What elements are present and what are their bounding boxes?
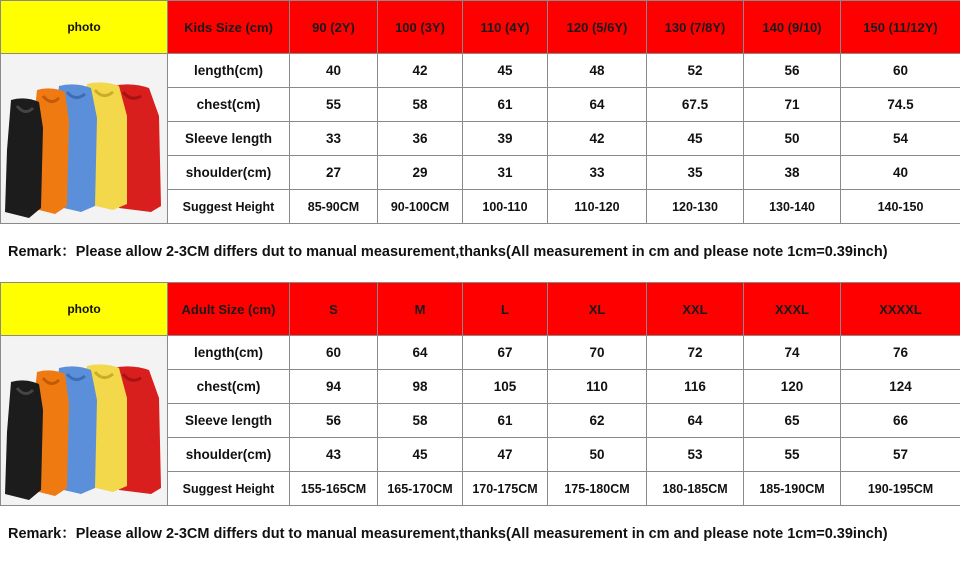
table-cell: 45 — [463, 54, 548, 88]
table-cell: 60 — [841, 54, 960, 88]
row-label: shoulder(cm) — [168, 156, 290, 190]
table-cell: 124 — [841, 370, 960, 404]
table-cell: 33 — [548, 156, 647, 190]
table-cell: 105 — [463, 370, 548, 404]
table-cell: 50 — [744, 122, 841, 156]
table-cell: 165-170CM — [378, 472, 463, 506]
table-cell: 38 — [744, 156, 841, 190]
size-column-header: M — [378, 283, 463, 336]
table-cell: 64 — [647, 404, 744, 438]
product-photo — [1, 336, 168, 506]
size-header: Kids Size (cm) — [168, 1, 290, 54]
table-cell: 74.5 — [841, 88, 960, 122]
table-cell: 62 — [548, 404, 647, 438]
table-cell: 65 — [744, 404, 841, 438]
table-cell: 85-90CM — [290, 190, 378, 224]
table-cell: 40 — [290, 54, 378, 88]
size-column-header: 130 (7/8Y) — [647, 1, 744, 54]
table-cell: 64 — [378, 336, 463, 370]
photo-label: photo — [1, 1, 168, 54]
table-cell: 52 — [647, 54, 744, 88]
size-column-header: XXXL — [744, 283, 841, 336]
table-cell: 27 — [290, 156, 378, 190]
table-cell: 48 — [548, 54, 647, 88]
table-cell: 110-120 — [548, 190, 647, 224]
table-cell: 55 — [744, 438, 841, 472]
table-cell: 58 — [378, 88, 463, 122]
table-cell: 33 — [290, 122, 378, 156]
table-cell: 67 — [463, 336, 548, 370]
table-cell: 40 — [841, 156, 960, 190]
size-column-header: 120 (5/6Y) — [548, 1, 647, 54]
row-label: Sleeve length — [168, 404, 290, 438]
table-cell: 67.5 — [647, 88, 744, 122]
table-row — [1, 54, 960, 88]
table-cell: 31 — [463, 156, 548, 190]
table-cell: 42 — [378, 54, 463, 88]
table-cell: 47 — [463, 438, 548, 472]
table-cell: 61 — [463, 404, 548, 438]
table-cell: 56 — [290, 404, 378, 438]
size-header: Adult Size (cm) — [168, 283, 290, 336]
table-cell: 170-175CM — [463, 472, 548, 506]
table-cell: 76 — [841, 336, 960, 370]
table-cell: 94 — [290, 370, 378, 404]
table-cell: 42 — [548, 122, 647, 156]
size-column-header: 100 (3Y) — [378, 1, 463, 54]
table-cell: 45 — [378, 438, 463, 472]
table-cell: 58 — [378, 404, 463, 438]
table-cell: 35 — [647, 156, 744, 190]
size-column-header: S — [290, 283, 378, 336]
table-cell: 175-180CM — [548, 472, 647, 506]
row-label: chest(cm) — [168, 88, 290, 122]
table-cell: 155-165CM — [290, 472, 378, 506]
photo-label: photo — [1, 283, 168, 336]
table-cell: 29 — [378, 156, 463, 190]
adult-size-table — [0, 282, 960, 506]
table-cell: 66 — [841, 404, 960, 438]
table-cell: 54 — [841, 122, 960, 156]
size-column-header: L — [463, 283, 548, 336]
size-column-header: XXXXL — [841, 283, 960, 336]
row-label: Suggest Height — [168, 472, 290, 506]
hoodies-photo — [1, 338, 165, 504]
table-cell: 60 — [290, 336, 378, 370]
table-cell: 72 — [647, 336, 744, 370]
adult-header-row — [1, 283, 960, 336]
table-cell: 43 — [290, 438, 378, 472]
table-cell: 36 — [378, 122, 463, 156]
table-row — [1, 336, 960, 370]
table-cell: 120 — [744, 370, 841, 404]
table-cell: 140-150 — [841, 190, 960, 224]
table-cell: 56 — [744, 54, 841, 88]
table-cell: 185-190CM — [744, 472, 841, 506]
table-cell: 50 — [548, 438, 647, 472]
size-column-header: XXL — [647, 283, 744, 336]
kids-header-row — [1, 1, 960, 54]
row-label: length(cm) — [168, 54, 290, 88]
table-cell: 130-140 — [744, 190, 841, 224]
row-label: Suggest Height — [168, 190, 290, 224]
size-column-header: 110 (4Y) — [463, 1, 548, 54]
size-column-header: 150 (11/12Y) — [841, 1, 960, 54]
table-cell: 74 — [744, 336, 841, 370]
table-cell: 120-130 — [647, 190, 744, 224]
table-cell: 57 — [841, 438, 960, 472]
table-cell: 98 — [378, 370, 463, 404]
table-cell: 64 — [548, 88, 647, 122]
size-column-header: 140 (9/10) — [744, 1, 841, 54]
table-cell: 70 — [548, 336, 647, 370]
row-label: chest(cm) — [168, 370, 290, 404]
product-photo — [1, 54, 168, 224]
kids-size-table — [0, 0, 960, 224]
table-cell: 71 — [744, 88, 841, 122]
table-cell: 55 — [290, 88, 378, 122]
adult-remark-text: Remark：Please allow 2-3CM differs dut to manual measurement,thanks(All measurement in cm and please note 1cm=0.39inch) — [8, 526, 888, 542]
table-cell: 190-195CM — [841, 472, 960, 506]
table-cell: 61 — [463, 88, 548, 122]
row-label: Sleeve length — [168, 122, 290, 156]
row-label: shoulder(cm) — [168, 438, 290, 472]
size-column-header: XL — [548, 283, 647, 336]
table-cell: 180-185CM — [647, 472, 744, 506]
size-column-header: 90 (2Y) — [290, 1, 378, 54]
table-cell: 53 — [647, 438, 744, 472]
table-cell: 39 — [463, 122, 548, 156]
table-cell: 116 — [647, 370, 744, 404]
hoodies-photo — [1, 56, 165, 222]
table-cell: 100-110 — [463, 190, 548, 224]
table-cell: 90-100CM — [378, 190, 463, 224]
kids-remark-text: Remark：Please allow 2-3CM differs dut to manual measurement,thanks(All measurement in cm and please note 1cm=0.39inch) — [8, 244, 888, 260]
table-cell: 45 — [647, 122, 744, 156]
row-label: length(cm) — [168, 336, 290, 370]
table-cell: 110 — [548, 370, 647, 404]
